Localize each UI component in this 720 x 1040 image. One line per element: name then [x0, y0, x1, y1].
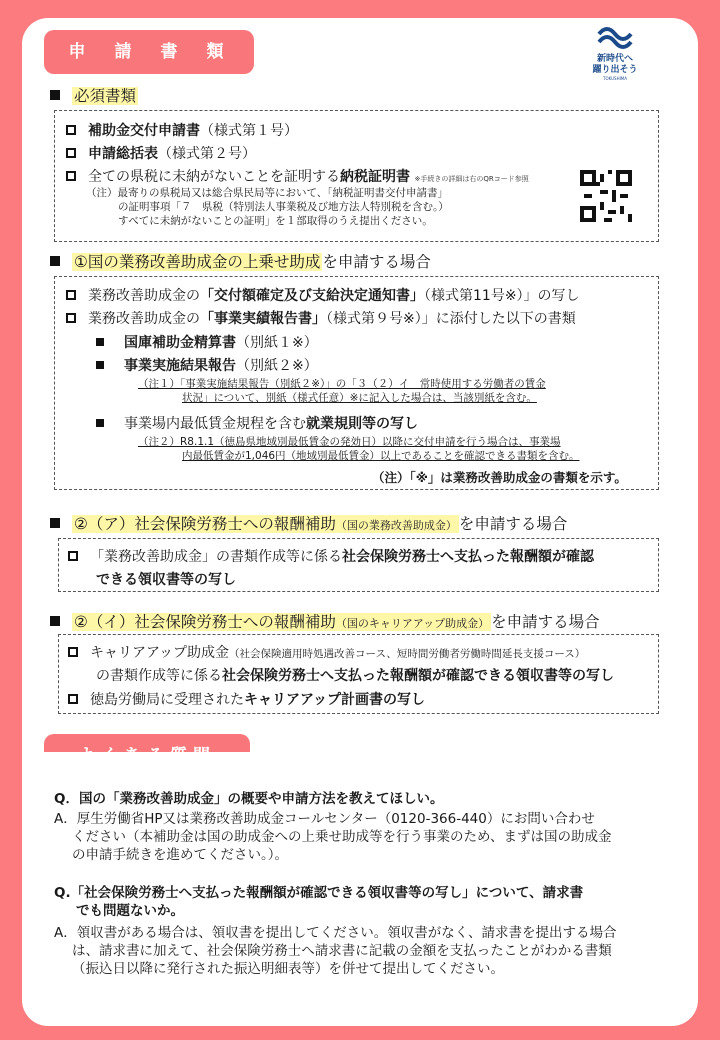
logo-line1: 新時代へ: [596, 54, 633, 64]
sec2i-item-1: キャリアアップ助成金（社会保険適用時処遇改善コース、短時間労働者労働時間延長支援コース）: [68, 642, 585, 662]
required-header: 必須書類: [50, 84, 138, 106]
square-bullet-icon: [96, 361, 104, 369]
checkbox-icon: [66, 290, 76, 300]
section-title-apply-docs: 申 請 書 類: [44, 30, 254, 74]
required-item-1: 補助金交付申請書（様式第１号）: [66, 120, 298, 140]
square-bullet-icon: [50, 616, 60, 626]
required-item-2: 申請総括表（様式第２号）: [66, 143, 256, 163]
required-item-3: 全ての県税に未納がないことを証明する納税証明書 ※手続きの詳細は右のQRコード参照: [66, 166, 529, 186]
sec1-note-1: （注１）「事業実施結果報告（別紙２※）」の「３（２）イ 常時使用する労働者の賃金 状況」について、別紙（様式任意）※に記入した場合は、当該別紙を含む。: [138, 378, 546, 404]
sec1-footnote: （注）「※」は業務改善助成金の書類を示す。: [372, 470, 627, 485]
faq-a1: A．厚生労働省HP又は業務改善助成金コールセンター（0120-366-440）にお問い合わせ ください（本補助金は国の助成金への上乗せ助成等を行う事業のため、まずは国の助成金 の申請手続きを進めてください。）。: [54, 811, 612, 863]
checkbox-icon: [68, 694, 78, 704]
sec2i-item-2: 徳島労働局に受理されたキャリアアップ計画書の写し: [68, 689, 425, 709]
faq-a2: A．領収書がある場合は、領収書を提出してください。領収書がなく、請求書を提出する場合 は、請求書に加えて、社会保険労務士へ請求書に記載の金額を支払ったことがわかる書類 （振込日以降に発行された振込明細表等）を併せて提出してください。: [54, 925, 617, 977]
sec1-sub-2: 事業実施結果報告（別紙２※）: [96, 355, 318, 375]
square-bullet-icon: [50, 90, 60, 100]
square-bullet-icon: [96, 419, 104, 427]
wave-logo-icon: [595, 24, 635, 50]
sec1-item-1: 業務改善助成金の「交付額確定及び支給決定通知書」（様式第11号※）」の写し: [66, 285, 580, 305]
sec2a-header: ②（ア）社会保険労務士への報酬補助（国の業務改善助成金） を申請する場合: [50, 512, 567, 534]
checkbox-icon: [66, 313, 76, 323]
logo-line3: TOKUSHIMA: [603, 76, 627, 81]
sec1-header: ①国の業務改善助成金の上乗せ助成 を申請する場合: [50, 250, 431, 272]
square-bullet-icon: [50, 256, 60, 266]
required-note: （注）最寄りの県税局又は総合県民局等において、「納税証明書交付申請書」 の証明事項「７ 県税（特別法人事業税及び地方法人特別税を含む。） すべてに未納がないことの証明」を１部取得のうえ提出ください。: [86, 187, 449, 227]
checkbox-icon: [66, 125, 76, 135]
logo-line2: 躍り出そう: [592, 65, 638, 75]
square-bullet-icon: [96, 338, 104, 346]
sec2i-item-1-line2: の書類作成等に係る社会保険労務士へ支払った報酬額が確認できる領収書等の写し: [96, 668, 614, 684]
checkbox-icon: [66, 148, 76, 158]
sec1-item-2: 業務改善助成金の「事業実績報告書」（様式第９号※）」に添付した以下の書類: [66, 308, 576, 328]
checkbox-icon: [68, 551, 78, 561]
faq-q2: Q.「社会保険労務士へ支払った報酬額が確認できる領収書等の写し」について、請求書 でも問題ないか。: [54, 885, 584, 919]
checkbox-icon: [66, 171, 76, 181]
qr-code-icon: [580, 170, 632, 222]
sec1-sub-1: 国庫補助金精算書（別紙１※）: [96, 332, 318, 352]
sec2a-item: 「業務改善助成金」の書類作成等に係る社会保険労務士へ支払った報酬額が確認: [68, 546, 594, 566]
tokushima-logo: [584, 24, 646, 100]
sec1-note-2: （注２）R8.1.1（徳島県地域別最低賃金の発効日）以降に交付申請を行う場合は、事業場 内最低賃金が1,046円（地域別最低賃金）以上であることを確認できる書類を含む。: [138, 436, 580, 462]
faq-q1: Q．国の「業務改善助成金」の概要や申請方法を教えてほしい。: [54, 791, 444, 807]
square-bullet-icon: [50, 518, 60, 528]
checkbox-icon: [68, 647, 78, 657]
sec1-sub-3: 事業場内最低賃金規程を含む就業規則等の写し: [96, 413, 418, 433]
sec2a-item-line2: できる領収書等の写し: [96, 572, 236, 588]
sec2i-header: ②（イ）社会保険労務士への報酬補助（国のキャリアアップ助成金） を申請する場合: [50, 610, 600, 632]
